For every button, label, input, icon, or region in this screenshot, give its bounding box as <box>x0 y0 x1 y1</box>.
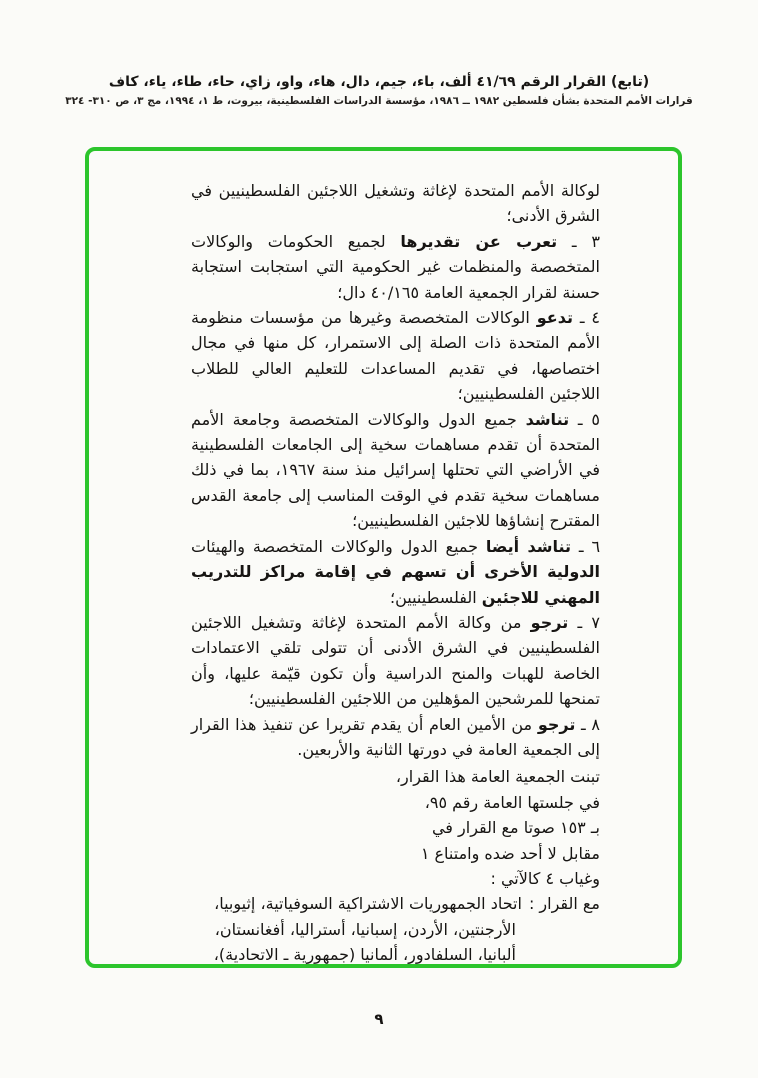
vote-line: تبنت الجمعية العامة هذا القرار، <box>395 767 600 787</box>
document-header <box>0 74 758 107</box>
paragraph-segment: ٥ ـ <box>569 409 600 429</box>
paragraph-segment: الدولية الأخرى أن تسهم في إقامة مراكز للتدريب المهني للاجئين <box>191 562 600 607</box>
resolution-paragraphs <box>191 178 600 762</box>
vote-record <box>191 764 600 891</box>
in-favour-countries: اتحاد الجمهوريات الاشتراكية السوفياتية، إثيوبيا، الأرجنتين، الأردن، إسبانيا، أستراليا، أفغانستان، ألبانيا، السلفادور، ألمانيا (جمهورية ـ الاتحادية)، <box>213 894 522 965</box>
paragraph-segment: ترجو <box>530 612 569 632</box>
source-citation: قرارات الأمم المتحدة بشأن فلسطين ١٩٨٢ ــ ١٩٨٦، مؤسسة الدراسات الفلسطينية، بيروت، ط ١، ١٩٩٤، مج ٣، ص ٣١٠- ٣٢٤ <box>65 95 693 107</box>
vote-line: وغياب ٤ كالآتي : <box>490 868 600 888</box>
paragraph-segment: ٧ ـ <box>568 612 601 632</box>
paragraph-segment: جميع الدول والوكالات المتخصصة وجامعة الأمم المتحدة أن تقدم مساهمات سخية إلى الجامعات الفلسطينية في الأراضي التي تحتلها إسرائيل منذ سنة ١٩٦٧، بما في ذلك مساهمات سخية تقدم في الوقت المناسب إلى جامعة القدس المقترح إنشاؤها للاجئين الفلسطينيين؛ <box>191 409 601 531</box>
paragraph-segment: تعرب عن تقديرها <box>400 231 558 251</box>
vote-line: بـ ١٥٣ صوتا مع القرار في <box>431 818 600 838</box>
paragraph <box>191 407 600 534</box>
paragraph-segment: لجميع الحكومات والوكالات المتخصصة والمنظمات غير الحكومية التي استجابت استجابة حسنة لقرار الجمعية العامة ٤٠/١٦٥ دال؛ <box>191 231 600 302</box>
paragraph-segment: ٤ ـ <box>572 308 600 328</box>
paragraph-segment: ترجو <box>537 714 576 734</box>
paragraph-segment: ٣ ـ <box>557 231 600 251</box>
paragraph <box>191 178 600 229</box>
content-border-box <box>85 147 682 968</box>
paragraph-segment: تدعو <box>536 308 573 328</box>
in-favour-label: مع القرار : <box>528 894 600 914</box>
paragraph-segment: من وكالة الأمم المتحدة لإغاثة وتشغيل اللاجئين الفلسطينيين في الشرق الأدنى أن تتولى تلقي الاعتمادات الخاصة للهبات والمنح الدراسية وأن تكون قيّمة عليها، وأن تمنحها للمرشحين المؤهلين من اللاجئين الفلسطينيين؛ <box>191 612 600 709</box>
vote-line: في جلستها العامة رقم ٩٥، <box>424 792 600 812</box>
page-number: ٩ <box>374 1010 384 1028</box>
paragraph-segment: من الأمين العام أن يقدم تقريرا عن تنفيذ هذا القرار إلى الجمعية العامة في دورتها الثانية والأربعين. <box>191 714 600 759</box>
paragraph <box>191 610 600 712</box>
paragraph-segment: تناشد أيضا <box>485 536 572 556</box>
resolution-title: (تابع) القرار الرقم ٤١/٦٩ ألف، باء، جيم، دال، هاء، واو، زاي، حاء، طاء، ياء، كاف <box>108 74 650 90</box>
paragraph <box>191 534 600 610</box>
paragraph-segment: جميع الدول والوكالات المتخصصة والهيئات <box>191 536 486 556</box>
paragraph-segment: ٦ ـ <box>571 536 601 556</box>
in-favour-block <box>191 891 600 967</box>
paragraph-segment: تناشد <box>525 409 570 429</box>
paragraph <box>191 712 600 763</box>
paragraph <box>191 305 600 407</box>
resolution-content <box>89 151 678 968</box>
vote-line: مقابل لا أحد ضده وامتناع ١ <box>420 843 600 863</box>
paragraph <box>191 229 600 305</box>
paragraph-segment: الفلسطينيين؛ <box>390 587 482 607</box>
paragraph-segment: ٨ ـ <box>575 714 601 734</box>
paragraph-segment: لوكالة الأمم المتحدة لإغاثة وتشغيل اللاجئين الفلسطينيين في الشرق الأدنى؛ <box>191 181 600 226</box>
paragraph-segment: الوكالات المتخصصة وغيرها من مؤسسات منظومة الأمم المتحدة ذات الصلة إلى الاستمرار، كل منها في مجال اختصاصها، في تقديم المساعدات للتعليم العالي للطلاب اللاجئين الفلسطينيين؛ <box>191 308 600 404</box>
